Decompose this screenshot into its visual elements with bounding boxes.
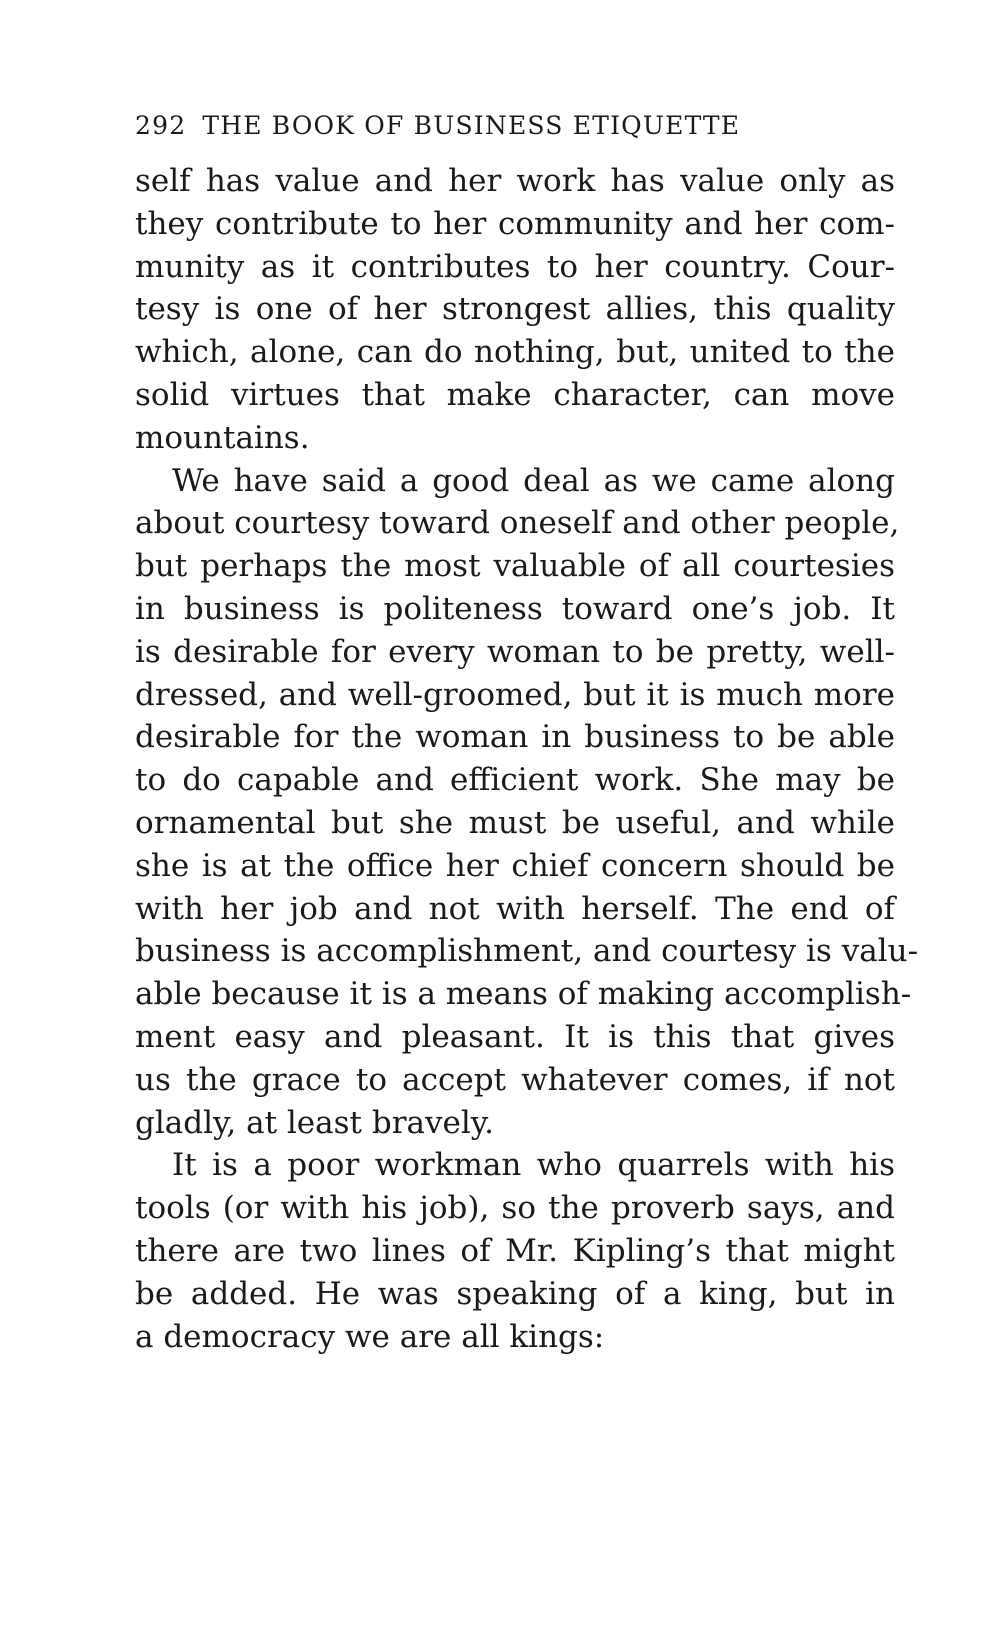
text-line: there are two lines of Mr. Kipling’s that might bbox=[135, 1232, 895, 1269]
text-line: able because it is a means of making accomplish- bbox=[135, 976, 912, 1013]
text-line: about courtesy toward oneself and other people, bbox=[135, 505, 900, 542]
text-line: with her job and not with herself. The end of bbox=[135, 890, 895, 927]
text-line: solid virtues that make character, can move bbox=[135, 376, 895, 413]
text-line: business is accomplishment, and courtesy is valu- bbox=[135, 933, 919, 970]
text-line: ment easy and pleasant. It is this that gives bbox=[135, 1018, 895, 1055]
text-line: but perhaps the most valuable of all courtesies bbox=[135, 548, 895, 585]
text-line: self has value and her work has value only as bbox=[135, 163, 895, 199]
text-line: munity as it contributes to her country. Cour- bbox=[135, 248, 895, 285]
text-line: which, alone, can do nothing, but, united to the bbox=[135, 334, 895, 371]
text-line: is desirable for every woman to be pretty, well- bbox=[135, 633, 895, 670]
body-text bbox=[135, 160, 919, 1358]
text-line: mountains. bbox=[135, 419, 310, 456]
text-line: tools (or with his job), so the proverb says, and bbox=[135, 1190, 895, 1227]
text-line: We have said a good deal as we came along bbox=[172, 462, 895, 499]
text-line: gladly, at least bravely. bbox=[135, 1104, 495, 1141]
text-line: desirable for the woman in business to be able bbox=[135, 719, 895, 756]
text-line: It is a poor workman who quarrels with his bbox=[172, 1147, 895, 1184]
text-line: ornamental but she must be useful, and while bbox=[135, 804, 895, 841]
text-line: dressed, and well-groomed, but it is much more bbox=[135, 676, 895, 713]
text-line: she is at the office her chief concern should be bbox=[135, 847, 895, 884]
text-line: in business is politeness toward one’s job. It bbox=[135, 590, 895, 627]
text-line: a democracy we are all kings: bbox=[135, 1318, 605, 1355]
running-head bbox=[135, 106, 860, 146]
page-number: 292 bbox=[135, 111, 187, 140]
text-line: us the grace to accept whatever comes, if not bbox=[135, 1061, 895, 1098]
text-line: they contribute to her community and her com- bbox=[135, 205, 895, 242]
text-line: to do capable and efficient work. She may be bbox=[135, 762, 895, 799]
text-line: be added. He was speaking of a king, but in bbox=[135, 1275, 895, 1312]
text-line: tesy is one of her strongest allies, this quality bbox=[135, 291, 895, 328]
running-head-title: THE BOOK OF BUSINESS ETIQUETTE bbox=[202, 111, 741, 140]
